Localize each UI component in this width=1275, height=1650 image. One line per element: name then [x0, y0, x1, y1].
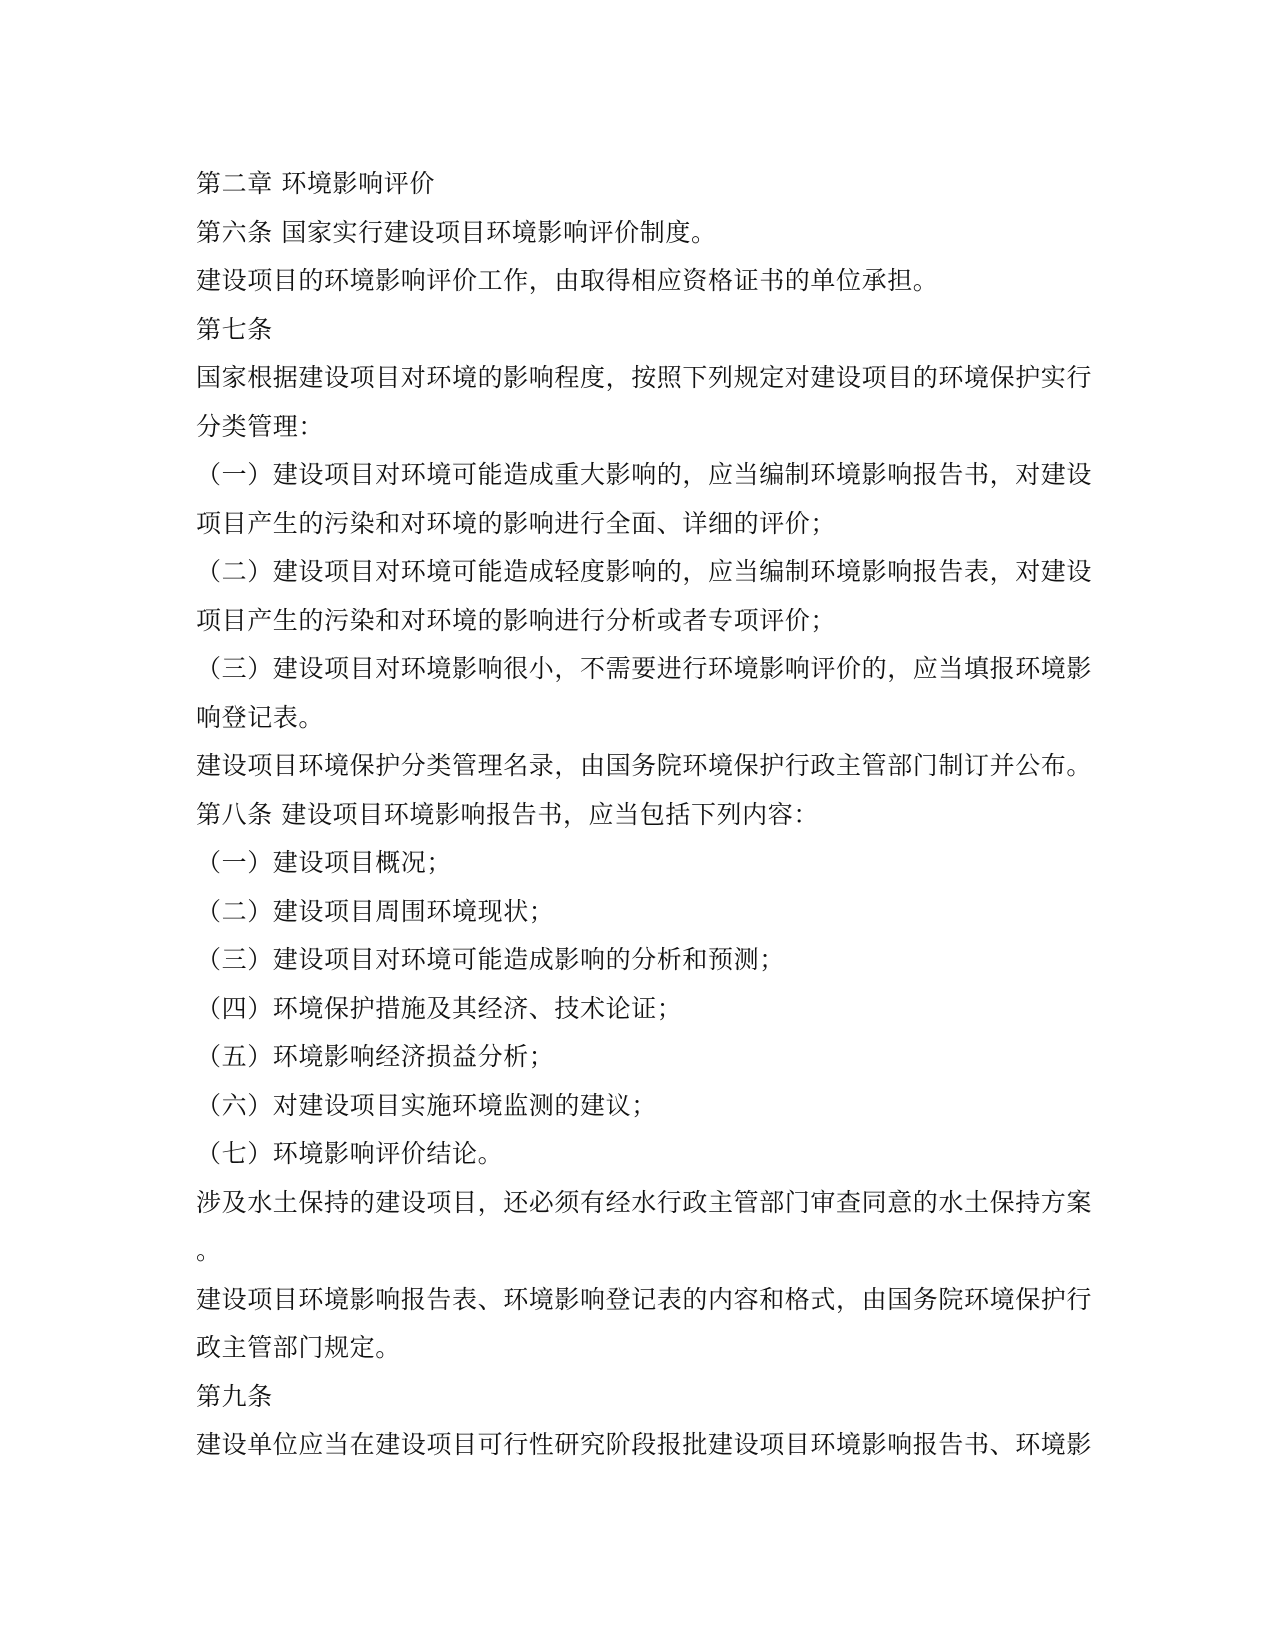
list-item-line: 响登记表。	[196, 702, 325, 732]
list-item-line: （五）环境影响经济损益分析；	[196, 1042, 555, 1071]
list-item-line: 项目产生的污染和对环境的影响进行全面、详细的评价；	[196, 508, 837, 538]
list-item-line: 项目产生的污染和对环境的影响进行分析或者专项评价；	[196, 605, 837, 635]
list-item-line: （六）对建设项目实施环境监测的建议；	[196, 1090, 657, 1120]
chapter-heading: 第二章 环境影响评价	[196, 169, 435, 198]
paragraph-line: 分类管理：	[196, 411, 325, 441]
paragraph-line: 。	[196, 1236, 222, 1265]
article-6-heading: 第六条 国家实行建设项目环境影响评价制度。	[196, 217, 717, 247]
list-item-line: （一）建设项目概况；	[196, 848, 453, 877]
paragraph-line: 政主管部门规定。	[196, 1333, 401, 1362]
list-item-line: （三）建设项目对环境影响很小，不需要进行环境影响评价的，应当填报环境影	[196, 654, 1093, 683]
article-7-heading: 第七条	[196, 314, 273, 344]
list-item-line: （三）建设项目对环境可能造成影响的分析和预测；	[196, 945, 785, 974]
paragraph-line: 建设单位应当在建设项目可行性研究阶段报批建设项目环境影响报告书、环境影	[196, 1430, 1093, 1459]
paragraph-line: 建设项目的环境影响评价工作，由取得相应资格证书的单位承担。	[196, 266, 939, 295]
document-body	[196, 160, 1093, 1470]
list-item-line: （四）环境保护措施及其经济、技术论证；	[196, 993, 683, 1023]
list-item-line: （二）建设项目对环境可能造成轻度影响的，应当编制环境影响报告表，对建设	[196, 557, 1093, 586]
paragraph-line: 国家根据建设项目对环境的影响程度，按照下列规定对建设项目的环境保护实行	[196, 363, 1093, 392]
paragraph-line: 建设项目环境保护分类管理名录，由国务院环境保护行政主管部门制订并公布。	[196, 751, 1093, 780]
article-9-heading: 第九条	[196, 1381, 273, 1411]
list-item-line: （一）建设项目对环境可能造成重大影响的，应当编制环境影响报告书，对建设	[196, 460, 1093, 489]
list-item-line: （七）环境影响评价结论。	[196, 1139, 504, 1168]
list-item-line: （二）建设项目周围环境现状；	[196, 896, 555, 926]
article-8-heading: 第八条 建设项目环境影响报告书，应当包括下列内容：	[196, 799, 819, 829]
paragraph-line: 涉及水土保持的建设项目，还必须有经水行政主管部门审查同意的水土保持方案	[196, 1187, 1093, 1217]
paragraph-line: 建设项目环境影响报告表、环境影响登记表的内容和格式，由国务院环境保护行	[196, 1284, 1093, 1314]
